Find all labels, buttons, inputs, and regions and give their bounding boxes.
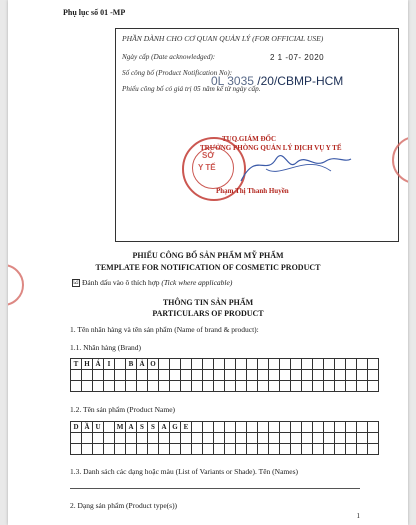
date-acknowledged-value: 2 1 -07- 2020	[270, 53, 325, 62]
grid-cell	[357, 381, 368, 392]
grid-cell	[115, 433, 126, 444]
grid-cell	[335, 381, 346, 392]
grid-cell	[214, 359, 225, 370]
grid-cell	[192, 359, 203, 370]
grid-cell	[82, 381, 93, 392]
grid-cell	[357, 433, 368, 444]
grid-cell	[93, 381, 104, 392]
grid-cell	[357, 444, 368, 455]
grid-cell	[357, 422, 368, 433]
grid-row	[71, 444, 379, 455]
grid-cell	[258, 370, 269, 381]
grid-cell	[368, 370, 379, 381]
grid-cell	[214, 433, 225, 444]
grid-cell	[225, 381, 236, 392]
grid-cell	[225, 359, 236, 370]
grid-cell	[368, 381, 379, 392]
grid-cell	[269, 422, 280, 433]
grid-cell	[368, 433, 379, 444]
grid-cell	[247, 444, 258, 455]
grid-cell	[324, 422, 335, 433]
grid-cell	[247, 370, 258, 381]
grid-cell	[368, 422, 379, 433]
grid-row	[71, 381, 379, 392]
grid-cell	[247, 422, 258, 433]
grid-cell	[302, 359, 313, 370]
page-number: 1	[356, 512, 360, 520]
date-acknowledged-label: Ngày cấp (Date acknowledged):	[122, 53, 216, 61]
grid-cell	[269, 359, 280, 370]
grid-cell	[192, 433, 203, 444]
grid-cell	[170, 381, 181, 392]
grid-cell	[71, 444, 82, 455]
grid-cell	[236, 381, 247, 392]
grid-cell	[280, 359, 291, 370]
grid-cell	[203, 370, 214, 381]
grid-cell	[291, 433, 302, 444]
grid-cell: T	[71, 359, 82, 370]
grid-cell	[192, 444, 203, 455]
grid-cell	[137, 381, 148, 392]
grid-cell	[126, 433, 137, 444]
grid-cell: D	[71, 422, 82, 433]
grid-cell	[104, 370, 115, 381]
grid-cell	[159, 359, 170, 370]
grid-cell	[357, 359, 368, 370]
grid-cell	[225, 444, 236, 455]
grid-cell	[346, 422, 357, 433]
grid-cell	[291, 370, 302, 381]
grid-cell	[71, 370, 82, 381]
grid-cell	[115, 370, 126, 381]
question-brand: 1.1. Nhãn hàng (Brand)	[70, 343, 142, 352]
grid-cell	[335, 422, 346, 433]
grid-cell	[148, 370, 159, 381]
grid-cell	[214, 370, 225, 381]
grid-cell	[181, 381, 192, 392]
validity-note: Phiếu công bố có giá trị 05 năm kể từ ngày cấp.	[122, 85, 261, 93]
grid-cell	[104, 422, 115, 433]
grid-cell	[324, 359, 335, 370]
official-use-heading: PHẦN DÀNH CHO CƠ QUAN QUẢN LÝ (FOR OFFICIAL USE)	[122, 34, 324, 43]
grid-cell	[104, 381, 115, 392]
grid-cell: G	[170, 422, 181, 433]
appendix-reference: Phụ lục số 01 -MP	[63, 8, 126, 17]
grid-row	[71, 422, 379, 433]
grid-cell	[236, 433, 247, 444]
grid-cell	[126, 444, 137, 455]
grid-cell: M	[115, 422, 126, 433]
grid-cell	[203, 381, 214, 392]
grid-cell	[291, 381, 302, 392]
brand-grid	[70, 358, 379, 392]
grid-cell	[159, 370, 170, 381]
grid-cell: I	[104, 359, 115, 370]
product-name-grid	[70, 421, 379, 455]
question-product-type: 2. Dạng sản phẩm (Product type(s))	[70, 501, 178, 510]
grid-cell	[115, 444, 126, 455]
grid-cell	[313, 433, 324, 444]
grid-cell	[203, 359, 214, 370]
grid-cell: H	[82, 359, 93, 370]
tick-label: Đánh dấu vào ô thích hợp	[82, 278, 162, 287]
grid-cell	[181, 433, 192, 444]
grid-cell	[368, 444, 379, 455]
checkbox-icon: ☑	[73, 280, 79, 287]
variants-fill-line	[70, 488, 360, 489]
notification-number-prefix: 0L 3035	[211, 74, 254, 88]
grid-cell	[214, 444, 225, 455]
grid-cell	[126, 370, 137, 381]
grid-cell	[148, 381, 159, 392]
grid-cell	[192, 381, 203, 392]
grid-cell	[225, 370, 236, 381]
grid-cell: Ả	[137, 359, 148, 370]
form-title-en: TEMPLATE FOR NOTIFICATION OF COSMETIC PRODUCT	[95, 263, 321, 272]
grid-cell	[313, 422, 324, 433]
grid-cell	[247, 433, 258, 444]
grid-cell	[214, 422, 225, 433]
grid-cell	[269, 381, 280, 392]
question-product-name: 1.2. Tên sản phẩm (Product Name)	[70, 405, 176, 414]
grid-cell	[346, 370, 357, 381]
grid-cell	[236, 444, 247, 455]
question-brand-product-name: 1. Tên nhãn hàng và tên sản phẩm (Name of brand & product):	[70, 325, 259, 334]
grid-cell	[137, 433, 148, 444]
grid-cell	[170, 370, 181, 381]
grid-cell	[291, 359, 302, 370]
grid-cell: S	[148, 422, 159, 433]
grid-cell	[269, 444, 280, 455]
grid-cell	[148, 433, 159, 444]
grid-cell	[115, 381, 126, 392]
grid-cell	[82, 370, 93, 381]
grid-row	[71, 433, 379, 444]
grid-cell	[313, 444, 324, 455]
grid-cell	[236, 370, 247, 381]
grid-cell	[280, 422, 291, 433]
grid-cell	[346, 359, 357, 370]
grid-cell	[291, 422, 302, 433]
grid-cell	[346, 444, 357, 455]
grid-cell	[137, 370, 148, 381]
grid-cell	[236, 359, 247, 370]
grid-cell	[71, 381, 82, 392]
grid-cell	[225, 422, 236, 433]
grid-cell: A	[159, 422, 170, 433]
grid-cell	[236, 422, 247, 433]
grid-cell	[324, 444, 335, 455]
grid-cell	[137, 444, 148, 455]
grid-cell	[280, 433, 291, 444]
grid-cell	[247, 359, 258, 370]
grid-cell	[335, 370, 346, 381]
grid-cell	[126, 381, 137, 392]
grid-cell	[247, 381, 258, 392]
grid-cell	[280, 370, 291, 381]
grid-cell	[368, 359, 379, 370]
grid-cell: A	[126, 422, 137, 433]
grid-cell	[258, 381, 269, 392]
grid-cell	[148, 444, 159, 455]
grid-cell: E	[181, 422, 192, 433]
grid-cell	[71, 433, 82, 444]
grid-cell: S	[137, 422, 148, 433]
grid-cell	[104, 444, 115, 455]
grid-cell	[203, 433, 214, 444]
grid-cell	[170, 444, 181, 455]
question-variants: 1.3. Danh sách các dạng hoặc màu (List of Variants or Shade). Tên (Names)	[70, 467, 298, 476]
grid-cell	[82, 444, 93, 455]
grid-cell: Ầ	[82, 422, 93, 433]
official-use-box	[115, 28, 399, 242]
grid-cell	[335, 359, 346, 370]
grid-cell	[335, 444, 346, 455]
grid-cell	[291, 444, 302, 455]
grid-cell	[302, 422, 313, 433]
grid-cell	[170, 359, 181, 370]
grid-cell	[258, 359, 269, 370]
grid-cell	[357, 370, 368, 381]
grid-cell	[93, 433, 104, 444]
grid-cell	[159, 444, 170, 455]
grid-cell	[192, 370, 203, 381]
grid-cell	[324, 433, 335, 444]
grid-cell	[302, 381, 313, 392]
grid-cell	[170, 433, 181, 444]
grid-cell	[159, 433, 170, 444]
grid-cell	[302, 444, 313, 455]
grid-cell	[192, 422, 203, 433]
grid-cell	[313, 359, 324, 370]
grid-cell: U	[93, 422, 104, 433]
official-seal-line-2: Y TẾ	[198, 163, 216, 172]
grid-cell: O	[148, 359, 159, 370]
grid-cell	[335, 433, 346, 444]
grid-cell	[214, 381, 225, 392]
grid-cell	[280, 444, 291, 455]
tick-hint: (Tick where applicable)	[161, 278, 233, 287]
handwritten-signature	[236, 141, 356, 191]
grid-cell	[302, 433, 313, 444]
signer-name: Phạm Thị Thanh Huyền	[216, 187, 289, 195]
grid-cell	[104, 433, 115, 444]
grid-cell	[346, 433, 357, 444]
grid-cell	[269, 370, 280, 381]
grid-row	[71, 359, 379, 370]
grid-cell	[324, 370, 335, 381]
grid-cell	[280, 381, 291, 392]
grid-cell	[203, 444, 214, 455]
tick-instruction	[72, 278, 232, 287]
section-title-vn: THÔNG TIN SẢN PHẨM	[162, 298, 254, 307]
grid-cell: B	[126, 359, 137, 370]
grid-cell	[302, 370, 313, 381]
grid-cell	[324, 381, 335, 392]
grid-cell	[181, 444, 192, 455]
grid-cell	[258, 433, 269, 444]
grid-cell	[225, 433, 236, 444]
grid-cell	[159, 381, 170, 392]
grid-cell: Á	[93, 359, 104, 370]
grid-cell	[181, 359, 192, 370]
grid-cell	[346, 381, 357, 392]
grid-row	[71, 370, 379, 381]
grid-cell	[82, 433, 93, 444]
grid-cell	[313, 370, 324, 381]
grid-cell	[93, 370, 104, 381]
notification-number-suffix: /20/CBMP-HCM	[253, 74, 344, 88]
grid-cell	[115, 359, 126, 370]
notification-number-label: Số công bố (Product Notification No):	[122, 69, 233, 77]
section-title-en: PARTICULARS OF PRODUCT	[152, 309, 264, 318]
form-title-vn: PHIẾU CÔNG BỐ SẢN PHẨM MỸ PHẨM	[132, 251, 284, 260]
document-page	[8, 0, 408, 525]
grid-cell	[269, 433, 280, 444]
official-seal-line-1: SỞ	[202, 151, 215, 160]
grid-cell	[258, 444, 269, 455]
grid-cell	[181, 370, 192, 381]
signature-title-1: TUQ.GIÁM ĐỐC	[222, 135, 277, 143]
grid-cell	[313, 381, 324, 392]
grid-cell	[93, 444, 104, 455]
signature-title-2: TRƯỞNG PHÒNG QUẢN LÝ DỊCH VỤ Y TẾ	[200, 144, 342, 152]
grid-cell	[203, 422, 214, 433]
grid-cell	[258, 422, 269, 433]
